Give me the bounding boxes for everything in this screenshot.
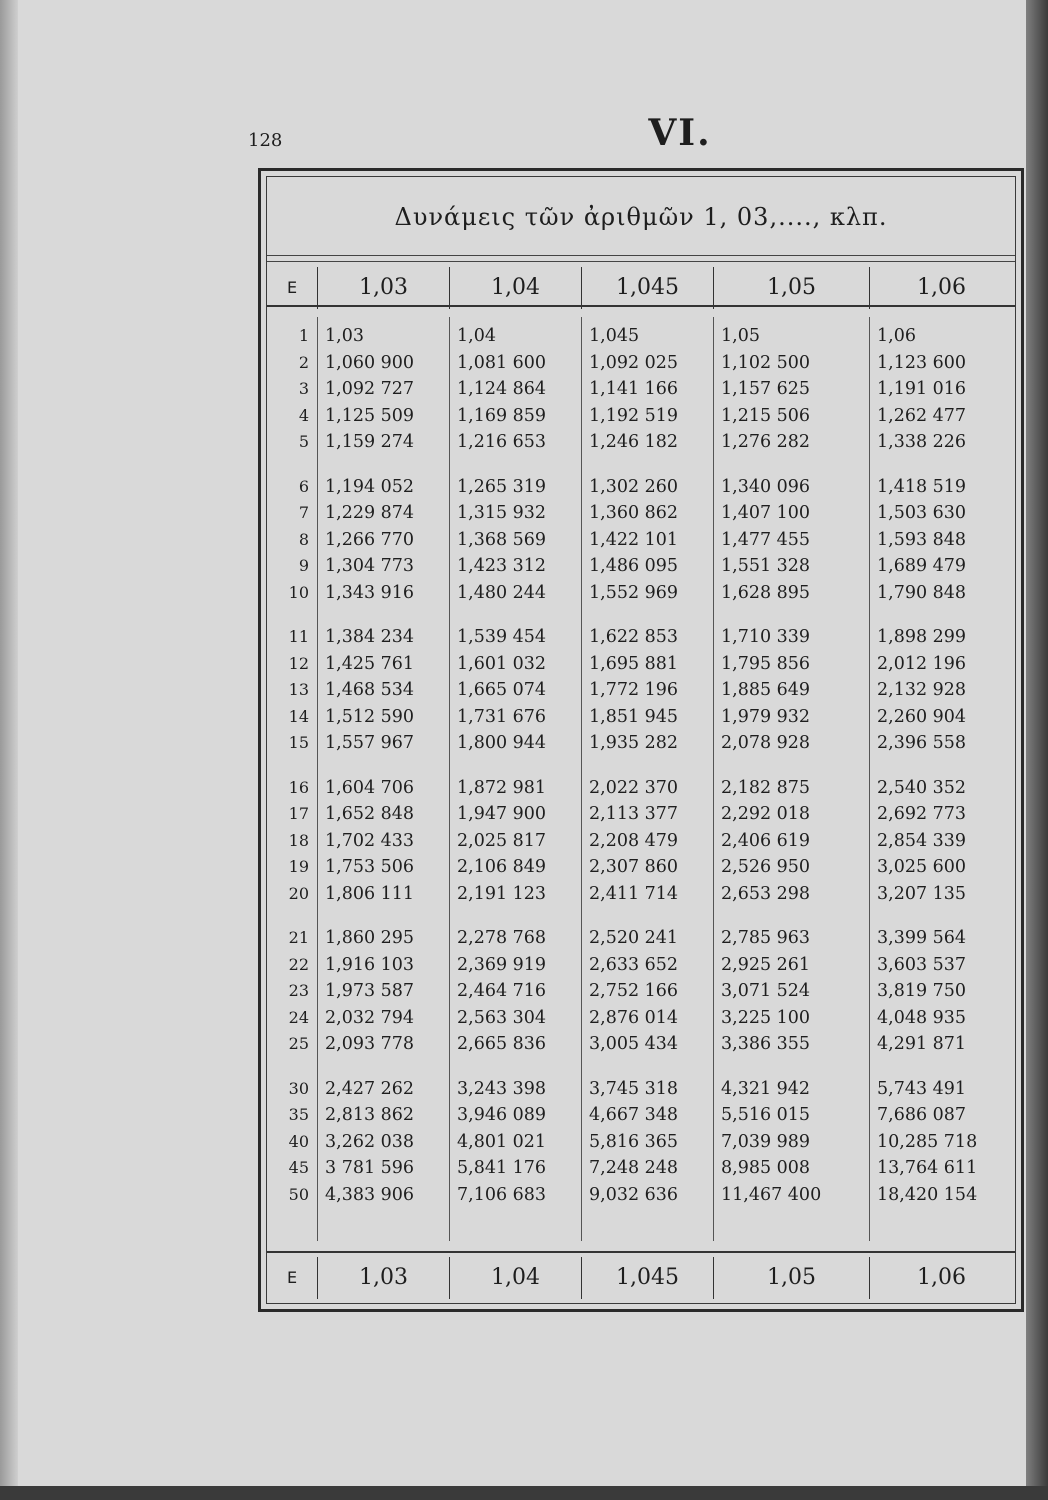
power-value-cell: 2,191 123	[457, 883, 547, 904]
power-value-cell: 1,806 111	[325, 883, 415, 904]
exponent-cell: 19	[288, 857, 309, 876]
power-value-cell: 5,743 491	[877, 1078, 967, 1099]
power-value-cell: 2,132 928	[877, 680, 967, 700]
power-value-cell: 1,343 916	[325, 582, 415, 603]
power-value-cell: 3,225 100	[721, 1007, 811, 1028]
power-value-cell: 1,800 944	[457, 733, 547, 753]
power-value-cell: 7,686 087	[877, 1105, 967, 1125]
column-header-exponent: E	[286, 278, 298, 297]
power-value-cell: 1,338 226	[877, 432, 967, 452]
power-value-cell: 2,307 860	[589, 857, 679, 877]
header-row	[267, 267, 1015, 309]
power-value-cell: 1,753 506	[325, 857, 415, 877]
column-header: 1,05	[713, 267, 869, 309]
exponent-cell: 15	[288, 733, 309, 752]
power-value-cell: 2,278 768	[457, 928, 547, 948]
power-value-cell: 2,876 014	[589, 1007, 679, 1028]
power-value-cell: 1,262 477	[877, 405, 967, 426]
power-value-cell: 1,229 874	[325, 503, 415, 523]
footer-row	[267, 1257, 1015, 1299]
power-value-cell: 1,246 182	[589, 432, 679, 452]
power-value-cell: 2,427 262	[325, 1078, 415, 1099]
power-value-cell: 1,622 853	[589, 627, 679, 647]
power-value-cell: 1,423 312	[457, 556, 547, 576]
power-value-cell: 1,916 103	[325, 954, 415, 975]
power-value-cell: 4,667 348	[589, 1105, 679, 1125]
power-value-cell: 1,081 600	[457, 352, 547, 373]
column-footer: 1,06	[869, 1257, 1013, 1299]
power-value-cell: 2,813 862	[325, 1105, 415, 1125]
exponent-cell: 5	[298, 432, 309, 451]
power-value-cell: 1,689 479	[877, 556, 967, 576]
power-value-cell: 1,872 981	[457, 777, 547, 798]
exponent-cell: 1	[298, 326, 309, 345]
rule	[267, 255, 1015, 256]
row-group	[267, 775, 1015, 908]
power-value-cell: 7,106 683	[457, 1184, 547, 1205]
power-value-cell: 3,243 398	[457, 1078, 547, 1099]
power-value-cell: 13,764 611	[877, 1158, 978, 1178]
table-row	[267, 677, 1015, 704]
table-row	[267, 730, 1015, 757]
exponent-cell: 18	[288, 830, 309, 850]
column-footer: 1,04	[449, 1257, 581, 1299]
power-value-cell: 2,093 778	[325, 1034, 415, 1054]
exponent-cell: 45	[288, 1158, 309, 1177]
power-value-cell: 2,563 304	[457, 1007, 547, 1028]
power-value-cell: 2,012 196	[877, 653, 967, 674]
table-frame-inner	[266, 176, 1016, 1304]
power-value-cell: 1,593 848	[877, 529, 967, 550]
power-value-cell: 1,539 454	[457, 627, 547, 647]
power-value-cell: 1,141 166	[589, 379, 679, 399]
power-value-cell: 1,860 295	[325, 928, 415, 948]
spine-shadow	[0, 0, 18, 1500]
power-value-cell: 1,552 969	[589, 582, 679, 603]
power-value-cell: 1,731 676	[457, 706, 547, 727]
power-value-cell: 3,071 524	[721, 981, 811, 1001]
column-footer: 1,05	[713, 1257, 869, 1299]
table-frame	[258, 168, 1024, 1312]
power-value-cell: 1,384 234	[325, 627, 415, 647]
power-value-cell: 9,032 636	[589, 1184, 679, 1205]
power-value-cell: 3,207 135	[877, 883, 967, 904]
power-value-cell: 1,157 625	[721, 379, 811, 399]
column-header: 1,04	[449, 267, 581, 309]
power-value-cell: 1,124 864	[457, 379, 547, 399]
power-value-cell: 2,785 963	[721, 928, 811, 948]
power-value-cell: 1,194 052	[325, 476, 415, 497]
power-value-cell: 1,652 848	[325, 804, 415, 824]
power-value-cell: 3,819 750	[877, 981, 967, 1001]
exponent-cell: 3	[298, 379, 309, 398]
power-value-cell: 1,512 590	[325, 706, 415, 727]
table-row	[267, 624, 1015, 651]
power-value-cell: 1,192 519	[589, 405, 679, 426]
table-row	[267, 801, 1015, 828]
power-value-cell: 1,885 649	[721, 680, 811, 700]
table-row	[267, 500, 1015, 527]
table-row	[267, 553, 1015, 580]
table-row	[267, 376, 1015, 403]
table-row	[267, 775, 1015, 802]
power-value-cell: 2,406 619	[721, 830, 811, 851]
power-value-cell: 1,422 101	[589, 529, 679, 550]
power-value-cell: 2,208 479	[589, 830, 679, 851]
column-footer: 1,03	[317, 1257, 449, 1299]
power-value-cell: 1,503 630	[877, 503, 967, 523]
power-value-cell: 1,973 587	[325, 981, 415, 1001]
power-value-cell: 1,665 074	[457, 680, 547, 700]
rule	[267, 1251, 1015, 1253]
exponent-cell: 2	[298, 352, 309, 372]
power-value-cell: 3,399 564	[877, 928, 967, 948]
table-row	[267, 1076, 1015, 1103]
power-value-cell: 1,695 881	[589, 653, 679, 674]
rule	[267, 305, 1015, 307]
power-value-cell: 3,005 434	[589, 1034, 679, 1054]
power-value-cell: 1,092 727	[325, 379, 415, 399]
page-edge-right	[1026, 0, 1048, 1500]
exponent-cell: 14	[288, 706, 309, 726]
table-row	[267, 1155, 1015, 1182]
power-value-cell: 1,125 509	[325, 405, 415, 426]
power-value-cell: 1,06	[877, 326, 916, 346]
power-value-cell: 1,123 600	[877, 352, 967, 373]
row-group	[267, 474, 1015, 607]
power-value-cell: 2,113 377	[589, 804, 679, 824]
power-value-cell: 2,925 261	[721, 954, 811, 975]
power-value-cell: 1,486 095	[589, 556, 679, 576]
exponent-cell: 10	[288, 582, 309, 602]
power-value-cell: 1,480 244	[457, 582, 547, 603]
power-value-cell: 1,360 862	[589, 503, 679, 523]
power-value-cell: 2,854 339	[877, 830, 967, 851]
table-row	[267, 1102, 1015, 1129]
power-value-cell: 2,692 773	[877, 804, 967, 824]
power-value-cell: 3,745 318	[589, 1078, 679, 1099]
table-row	[267, 1005, 1015, 1032]
table-row	[267, 925, 1015, 952]
power-value-cell: 3,025 600	[877, 857, 967, 877]
table-row	[267, 978, 1015, 1005]
power-value-cell: 1,03	[325, 326, 364, 346]
table-row	[267, 403, 1015, 430]
power-value-cell: 1,368 569	[457, 529, 547, 550]
power-value-cell: 5,841 176	[457, 1158, 547, 1178]
power-value-cell: 1,092 025	[589, 352, 679, 373]
power-value-cell: 3,946 089	[457, 1105, 547, 1125]
table-body	[267, 323, 1015, 1226]
power-value-cell: 1,790 848	[877, 582, 967, 603]
column-footer-exponent: E	[286, 1268, 298, 1287]
power-value-cell: 1,601 032	[457, 653, 547, 674]
power-value-cell: 5,816 365	[589, 1131, 679, 1152]
exponent-cell: 17	[288, 804, 309, 823]
power-value-cell: 1,418 519	[877, 476, 967, 497]
power-value-cell: 10,285 718	[877, 1131, 978, 1152]
power-value-cell: 1,045	[589, 326, 640, 346]
table-row	[267, 881, 1015, 908]
power-value-cell: 1,340 096	[721, 476, 811, 497]
exponent-cell: 20	[288, 883, 309, 903]
page-number: 128	[248, 130, 283, 151]
table-row	[267, 952, 1015, 979]
power-value-cell: 3,603 537	[877, 954, 967, 975]
power-value-cell: 4,321 942	[721, 1078, 811, 1099]
table-title: Δυνάμεις τῶν ἀριθμῶν 1, 03,...., κλπ.	[394, 203, 888, 231]
power-value-cell: 1,947 900	[457, 804, 547, 824]
power-value-cell: 2,396 558	[877, 733, 967, 753]
exponent-cell: 7	[298, 503, 309, 522]
power-value-cell: 4,048 935	[877, 1007, 967, 1028]
power-value-cell: 2,106 849	[457, 857, 547, 877]
power-value-cell: 1,060 900	[325, 352, 415, 373]
power-value-cell: 1,266 770	[325, 529, 415, 550]
power-value-cell: 1,604 706	[325, 777, 415, 798]
table-row	[267, 1031, 1015, 1058]
exponent-cell: 50	[288, 1184, 309, 1204]
power-value-cell: 18,420 154	[877, 1184, 978, 1205]
exponent-cell: 8	[298, 529, 309, 549]
table-row	[267, 323, 1015, 350]
exponent-cell: 23	[288, 981, 309, 1000]
power-value-cell: 3,262 038	[325, 1131, 415, 1152]
power-value-cell: 2,369 919	[457, 954, 547, 975]
table-row	[267, 704, 1015, 731]
table-row	[267, 828, 1015, 855]
power-value-cell: 1,04	[457, 326, 496, 346]
power-value-cell: 1,102 500	[721, 352, 811, 373]
power-value-cell: 4,383 906	[325, 1184, 415, 1205]
power-value-cell: 1,265 319	[457, 476, 547, 497]
exponent-cell: 16	[288, 777, 309, 797]
power-value-cell: 1,215 506	[721, 405, 811, 426]
power-value-cell: 2,078 928	[721, 733, 811, 753]
power-value-cell: 2,025 817	[457, 830, 547, 851]
power-value-cell: 8,985 008	[721, 1158, 811, 1178]
power-value-cell: 2,292 018	[721, 804, 811, 824]
column-header: 1,06	[869, 267, 1013, 309]
power-value-cell: 1,304 773	[325, 556, 415, 576]
power-value-cell: 1,795 856	[721, 653, 811, 674]
power-value-cell: 2,411 714	[589, 883, 679, 904]
power-value-cell: 2,520 241	[589, 928, 679, 948]
exponent-cell: 4	[298, 405, 309, 425]
power-value-cell: 2,182 875	[721, 777, 811, 798]
power-value-cell: 2,665 836	[457, 1034, 547, 1054]
page-edge-bottom	[0, 1486, 1048, 1500]
exponent-cell: 9	[298, 556, 309, 575]
table-row	[267, 854, 1015, 881]
power-value-cell: 1,557 967	[325, 733, 415, 753]
power-value-cell: 7,248 248	[589, 1158, 679, 1178]
power-value-cell: 2,752 166	[589, 981, 679, 1001]
power-value-cell: 1,276 282	[721, 432, 811, 452]
power-value-cell: 1,05	[721, 326, 760, 346]
power-value-cell: 1,425 761	[325, 653, 415, 674]
exponent-cell: 35	[288, 1105, 309, 1124]
power-value-cell: 1,702 433	[325, 830, 415, 851]
power-value-cell: 1,477 455	[721, 529, 811, 550]
power-value-cell: 1,302 260	[589, 476, 679, 497]
power-value-cell: 1,979 932	[721, 706, 811, 727]
exponent-cell: 6	[298, 476, 309, 496]
row-group	[267, 323, 1015, 456]
power-value-cell: 4,801 021	[457, 1131, 547, 1152]
row-group	[267, 624, 1015, 757]
power-value-cell: 1,851 945	[589, 706, 679, 727]
power-value-cell: 3 781 596	[325, 1158, 415, 1178]
row-group	[267, 925, 1015, 1058]
row-group	[267, 1076, 1015, 1209]
power-value-cell: 1,551 328	[721, 556, 811, 576]
power-value-cell: 2,464 716	[457, 981, 547, 1001]
power-value-cell: 1,628 895	[721, 582, 811, 603]
power-value-cell: 3,386 355	[721, 1034, 811, 1054]
table-row	[267, 1182, 1015, 1209]
power-value-cell: 5,516 015	[721, 1105, 811, 1125]
power-value-cell: 1,191 016	[877, 379, 967, 399]
exponent-cell: 13	[288, 680, 309, 699]
exponent-cell: 11	[288, 627, 309, 646]
exponent-cell: 21	[288, 928, 309, 947]
table-row	[267, 429, 1015, 456]
power-value-cell: 2,032 794	[325, 1007, 415, 1028]
chapter-heading: VI.	[648, 112, 712, 154]
power-value-cell: 2,022 370	[589, 777, 679, 798]
table-row	[267, 527, 1015, 554]
power-value-cell: 2,526 950	[721, 857, 811, 877]
exponent-cell: 12	[288, 653, 309, 673]
power-value-cell: 1,169 859	[457, 405, 547, 426]
power-value-cell: 2,540 352	[877, 777, 967, 798]
exponent-cell: 30	[288, 1078, 309, 1098]
power-value-cell: 2,653 298	[721, 883, 811, 904]
column-header: 1,045	[581, 267, 713, 309]
power-value-cell: 1,315 932	[457, 503, 547, 523]
power-value-cell: 1,407 100	[721, 503, 811, 523]
power-value-cell: 1,898 299	[877, 627, 967, 647]
power-value-cell: 4,291 871	[877, 1034, 967, 1054]
table-row	[267, 1129, 1015, 1156]
power-value-cell: 1,216 653	[457, 432, 547, 452]
exponent-cell: 40	[288, 1131, 309, 1151]
power-value-cell: 2,633 652	[589, 954, 679, 975]
rule	[267, 261, 1015, 262]
table-row	[267, 580, 1015, 607]
power-value-cell: 1,710 339	[721, 627, 811, 647]
power-value-cell: 11,467 400	[721, 1184, 822, 1205]
exponent-cell: 24	[288, 1007, 309, 1027]
exponent-cell: 25	[288, 1034, 309, 1053]
power-value-cell: 1,935 282	[589, 733, 679, 753]
column-header: 1,03	[317, 267, 449, 309]
table-row	[267, 651, 1015, 678]
power-value-cell: 1,159 274	[325, 432, 415, 452]
table-row	[267, 474, 1015, 501]
power-value-cell: 2,260 904	[877, 706, 967, 727]
table-row	[267, 350, 1015, 377]
power-value-cell: 1,772 196	[589, 680, 679, 700]
power-value-cell: 7,039 989	[721, 1131, 811, 1152]
column-footer: 1,045	[581, 1257, 713, 1299]
power-value-cell: 1,468 534	[325, 680, 415, 700]
exponent-cell: 22	[288, 954, 309, 974]
